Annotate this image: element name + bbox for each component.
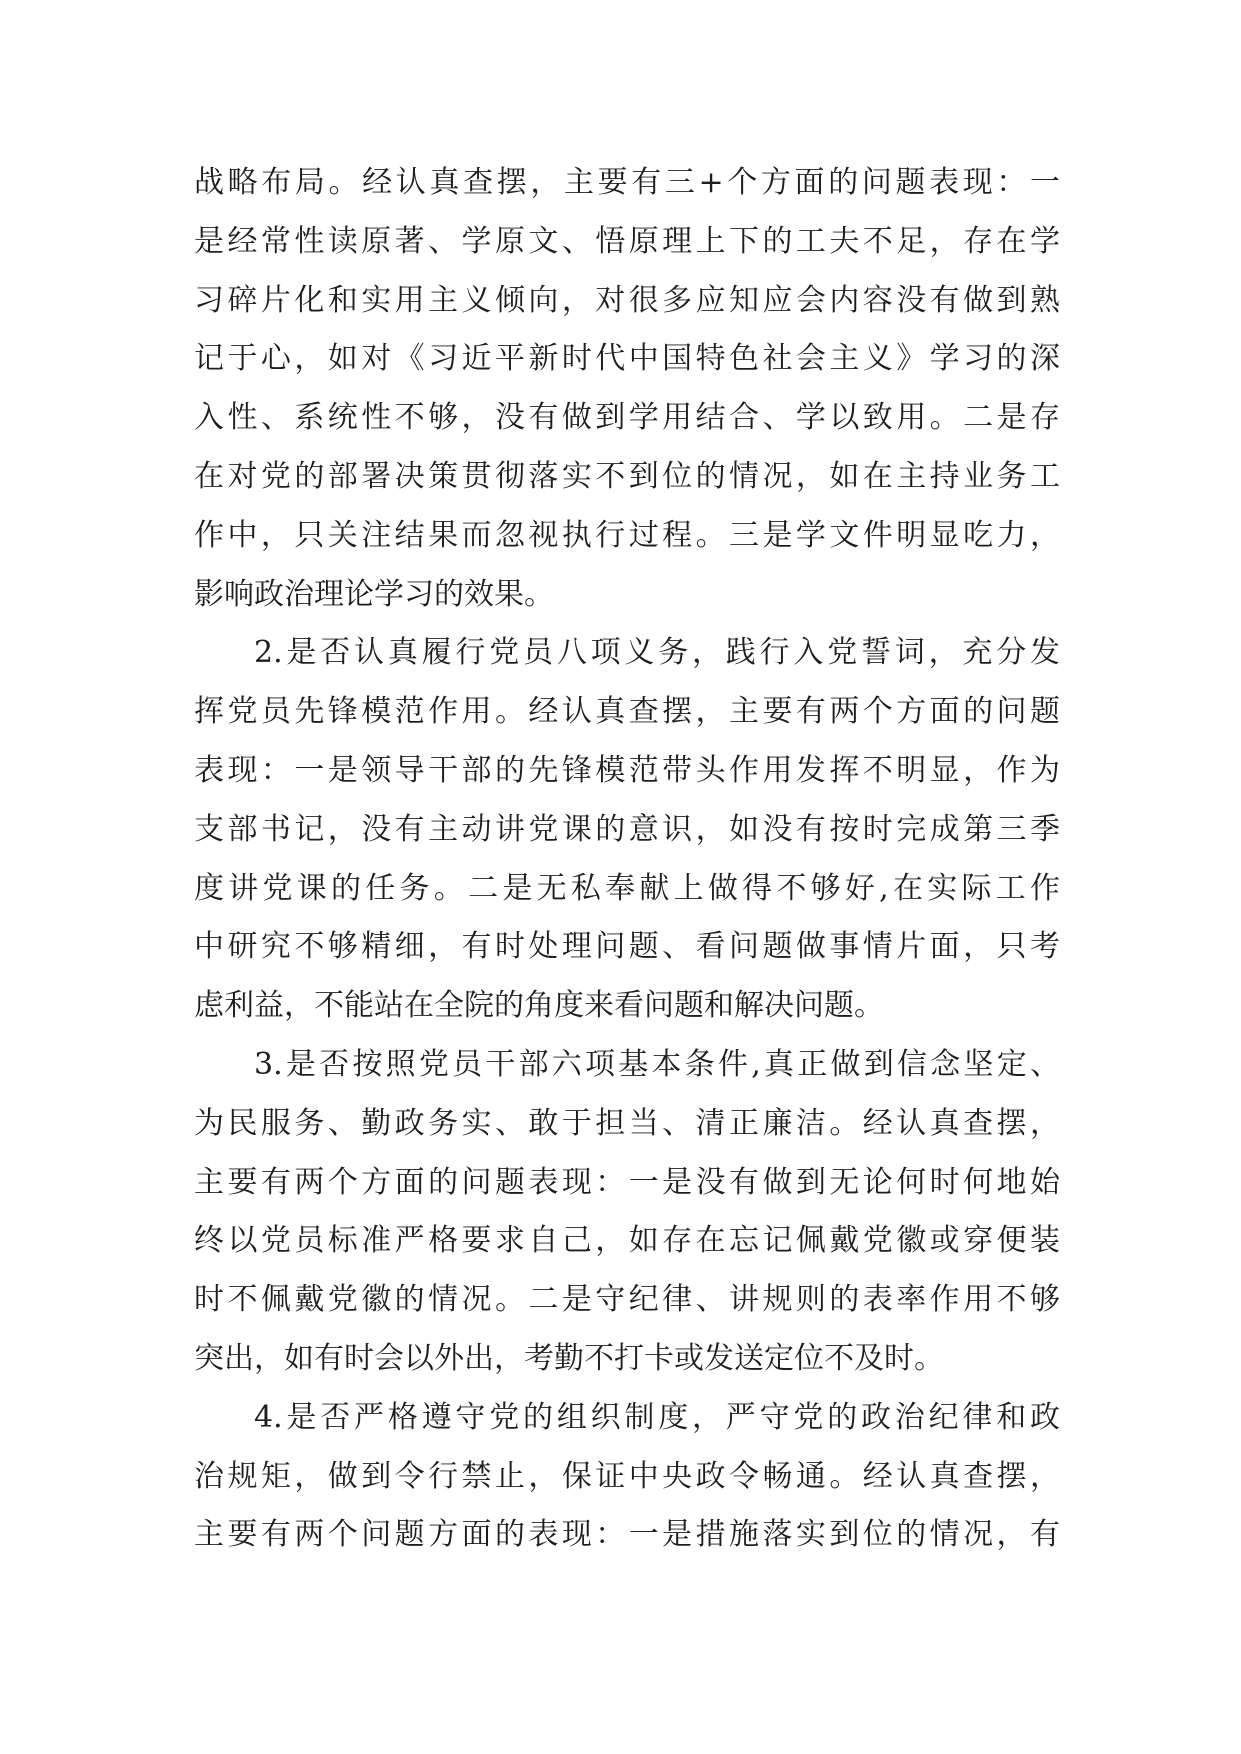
text-line: 度讲党课的任务。二是无私奉献上做得不够好,在实际工作 — [194, 870, 1060, 906]
text-line: 挥党员先锋模范作用。经认真查摆，主要有两个方面的问题 — [194, 694, 1060, 730]
text-line: 作中，只关注结果而忽视执行过程。三是学文件明显吃力， — [194, 517, 1060, 553]
text-line: 主要有两个问题方面的表现：一是措施落实到位的情况，有 — [194, 1517, 1060, 1553]
text-line: 虑利益，不能站在全院的角度来看问题和解决问题。 — [194, 988, 884, 1024]
text-line: 主要有两个方面的问题表现：一是没有做到无论何时何地始 — [194, 1164, 1060, 1200]
text-line: 习碎片化和实用主义倾向，对很多应知应会内容没有做到熟 — [194, 282, 1060, 318]
text-line: 为民服务、勤政务实、敢于担当、清正廉洁。经认真查摆， — [194, 1105, 1060, 1141]
document-body — [194, 154, 1060, 1565]
text-line: 入性、系统性不够，没有做到学用结合、学以致用。二是存 — [194, 400, 1060, 436]
text-line: 中研究不够精细，有时处理问题、看问题做事情片面，只考 — [194, 929, 1060, 965]
text-line: 支部书记，没有主动讲党课的意识，如没有按时完成第三季 — [194, 811, 1060, 847]
text-line: 在对党的部署决策贯彻落实不到位的情况，如在主持业务工 — [194, 458, 1060, 494]
text-line: 战略布局。经认真查摆，主要有三+个方面的问题表现：一 — [194, 165, 1060, 200]
text-line: 治规矩，做到令行禁止，保证中央政令畅通。经认真查摆， — [194, 1458, 1060, 1494]
text-line: 影响政治理论学习的效果。 — [194, 576, 554, 612]
text-line: 突出，如有时会以外出，考勤不打卡或发送定位不及时。 — [194, 1340, 944, 1376]
text-line: 2.是否认真履行党员八项义务，践行入党誓词，充分发 — [254, 635, 1060, 671]
text-line: 是经常性读原著、学原文、悟原理上下的工夫不足，存在学 — [194, 223, 1060, 259]
text-line: 记于心，如对《习近平新时代中国特色社会主义》学习的深 — [194, 341, 1060, 377]
text-line: 4.是否严格遵守党的组织制度，严守党的政治纪律和政 — [254, 1399, 1060, 1435]
text-line: 终以党员标准严格要求自己，如存在忘记佩戴党徽或穿便装 — [194, 1223, 1060, 1259]
text-line: 3.是否按照党员干部六项基本条件,真正做到信念坚定、 — [254, 1046, 1060, 1082]
text-line: 时不佩戴党徽的情况。二是守纪律、讲规则的表率作用不够 — [194, 1282, 1060, 1318]
text-line: 表现：一是领导干部的先锋模范带头作用发挥不明显，作为 — [194, 752, 1060, 788]
